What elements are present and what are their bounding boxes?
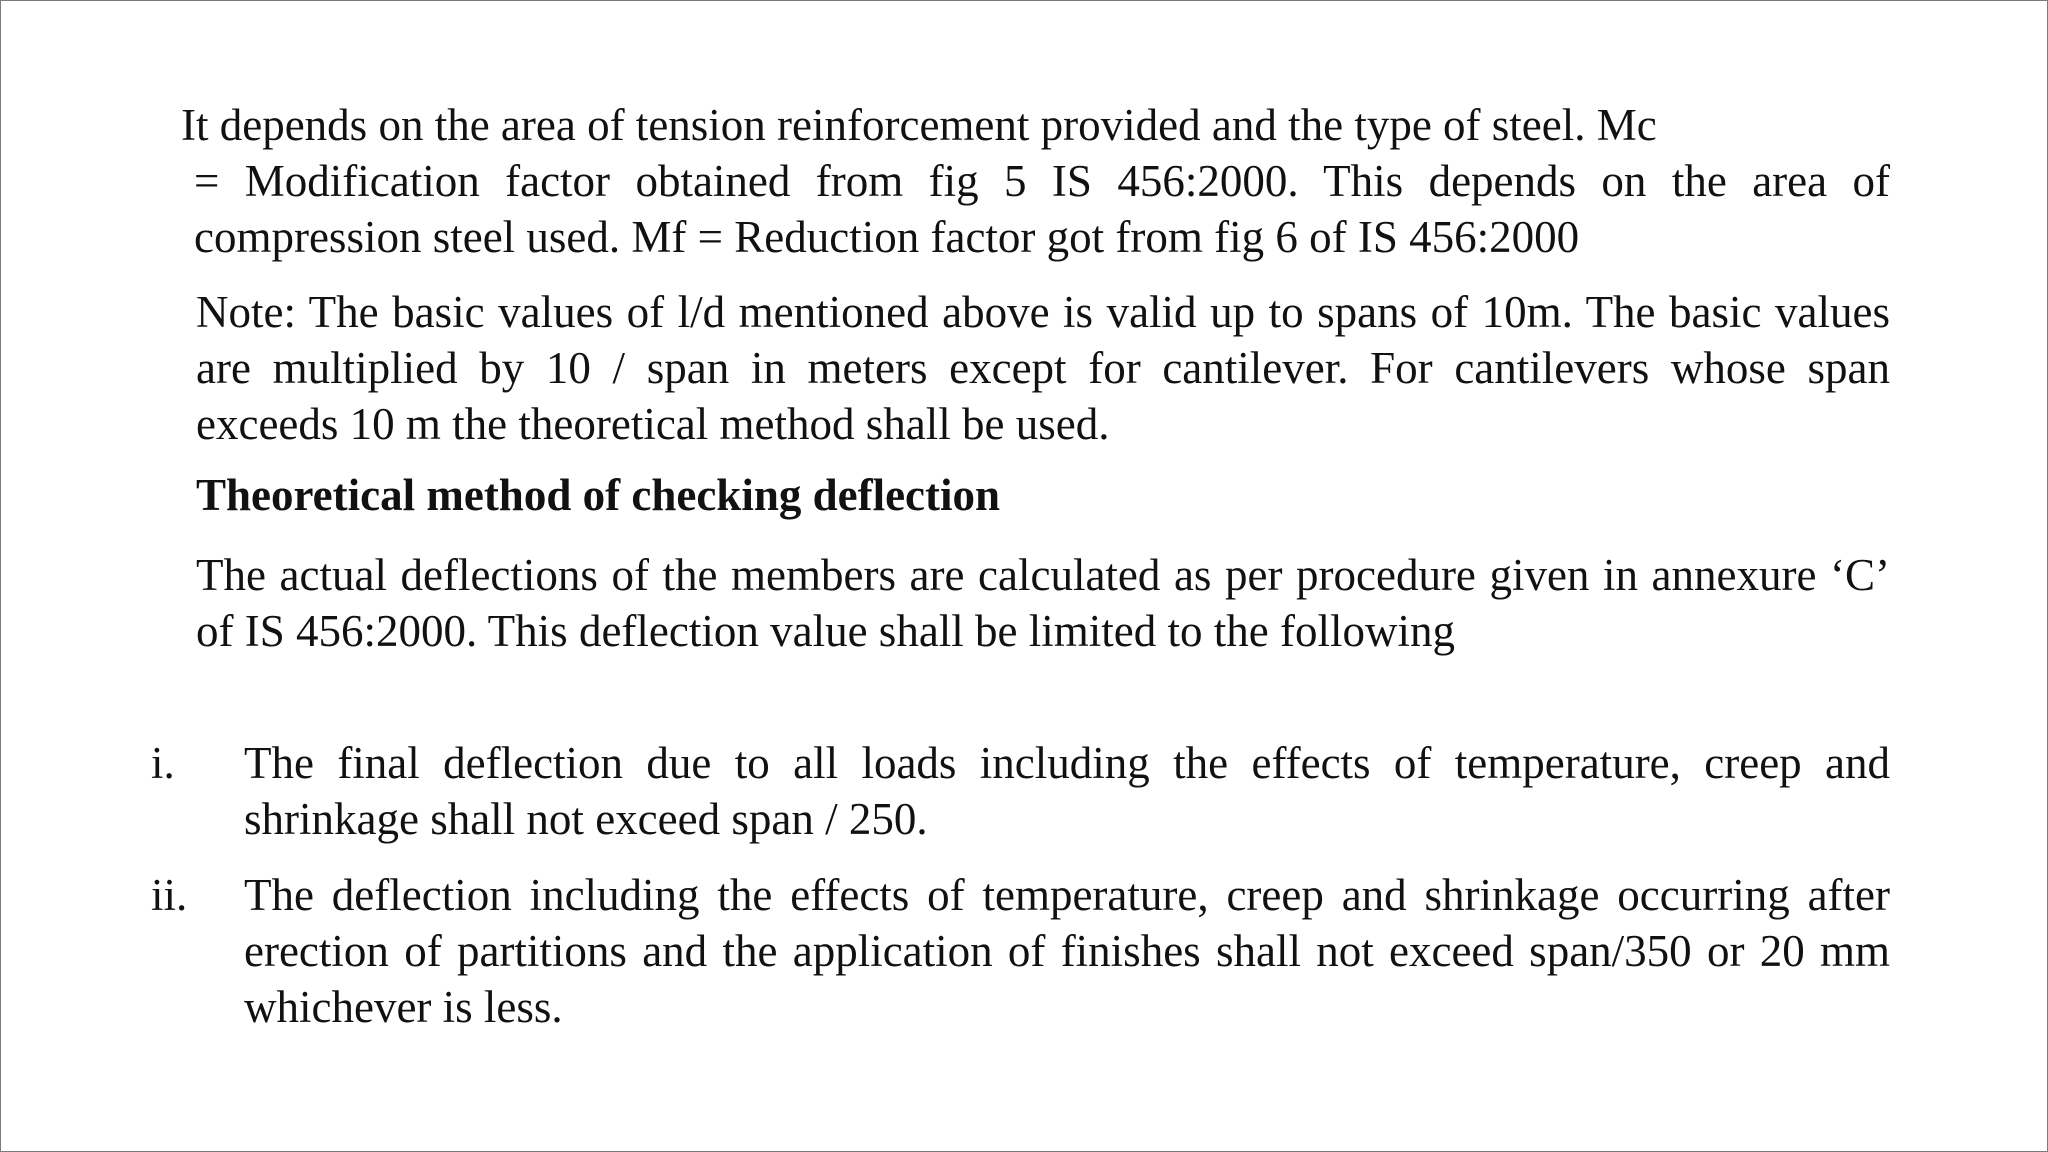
list-marker: i.	[151, 738, 175, 788]
paragraph-line-1: It depends on the area of tension reinforcement provided and the type of steel. Mc	[181, 100, 1657, 150]
section-heading: Theoretical method of checking deflection	[196, 470, 1001, 520]
list-marker: ii.	[151, 870, 188, 920]
paragraph-note-basic-values: Note: The basic values of l/d mentioned above is valid up to spans of 10m. The basic values are multiplied by 10 / span in meters except for cantilever. For cantilevers whose span exceeds 10 m the theoretical method shall be used.	[196, 287, 1890, 449]
paragraph-tension-reinforcement	[181, 97, 1890, 265]
paragraph-actual-deflections: The actual deflections of the members are calculated as per procedure given in annexure ‘C’ of IS 456:2000. This deflection value shall be limited to the following	[196, 550, 1890, 656]
paragraph-continuation: = Modification factor obtained from fig 5 IS 456:2000. This depends on the area of compression steel used. Mf = Reduction factor got from fig 6 of IS 456:2000	[194, 156, 1890, 262]
list-item-text: The deflection including the effects of temperature, creep and shrinkage occurring after erection of partitions and the application of finishes shall not exceed span/350 or 20 mm whichever is less.	[244, 870, 1890, 1032]
list-item-text: The final deflection due to all loads including the effects of temperature, creep and shrinkage shall not exceed span / 250.	[244, 738, 1890, 844]
